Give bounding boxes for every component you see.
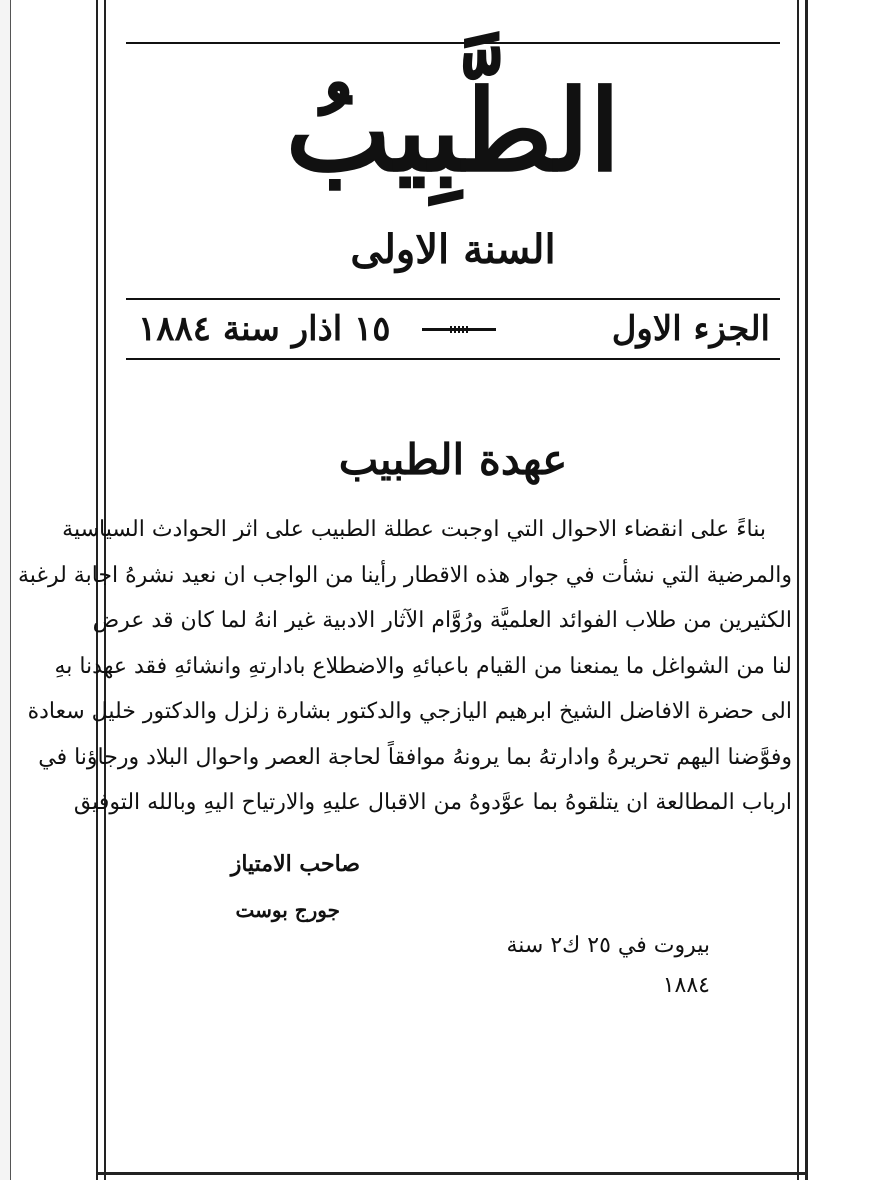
notice-body: [18, 507, 792, 826]
frame-border-bottom: [96, 1172, 808, 1175]
notice-line: الكثيرين من طلاب الفوائد العلميَّة ورُوَّام الآثار الادبية غير انهُ لما كان قد عرض: [92, 608, 792, 633]
notice-line: ارباب المطالعة ان يتلقوهُ بما عوَّدوهُ من الاقبال عليهِ والارتياح اليهِ وبالله التوفيق: [73, 790, 792, 815]
notice-title: عهدة الطبيب: [338, 435, 568, 484]
volume-year: السنة الاولى: [350, 226, 556, 273]
notice-line: وفوَّضنا اليهم تحريرهُ وادارتهُ بما يرونهُ موافقاً لحاجة العصر واحوال البلاد ورجاؤنا في: [38, 744, 792, 770]
notice-line: والمرضية التي نشأت في جوار هذه الاقطار رأينا من الواجب ان نعيد نشرهُ اجابة لرغبة: [18, 562, 792, 588]
issue-part: الجزء الاول: [611, 309, 770, 349]
frame-border-right-outer: [805, 0, 808, 1180]
adjacent-page-edge: [0, 0, 11, 1180]
issue-rule-bottom: [126, 358, 780, 360]
top-rule: [126, 42, 780, 44]
issue-date: ١٥ اذار سنة ١٨٨٤: [138, 309, 391, 349]
notice-line: لنا من الشواغل ما يمنعنا من القيام باعبائهِ والاضطلاع بادارتهِ وانشائهِ فقد عهدنا بهِ: [54, 653, 792, 679]
place-and-date: بيروت في ٢٥ ك٢ سنة ١٨٨٤: [506, 933, 710, 998]
issue-info-row: [130, 306, 776, 352]
issue-rule-top: [126, 298, 780, 300]
frame-border-right-inner: [797, 0, 799, 1180]
signature-name: جورج بوست: [235, 898, 340, 922]
ornament-divider: [422, 328, 496, 331]
signature-title: صاحب الامتياز: [230, 851, 360, 877]
notice-line: بناءً على انقضاء الاحوال التي اوجبت عطلة الطبيب على اثر الحوادث السياسية: [62, 517, 766, 542]
masthead-title: الطَّبِيبُ: [285, 66, 621, 197]
notice-line: الى حضرة الافاضل الشيخ ابرهيم اليازجي والدكتور بشارة زلزل والدكتور خليل سعادة: [27, 699, 792, 724]
